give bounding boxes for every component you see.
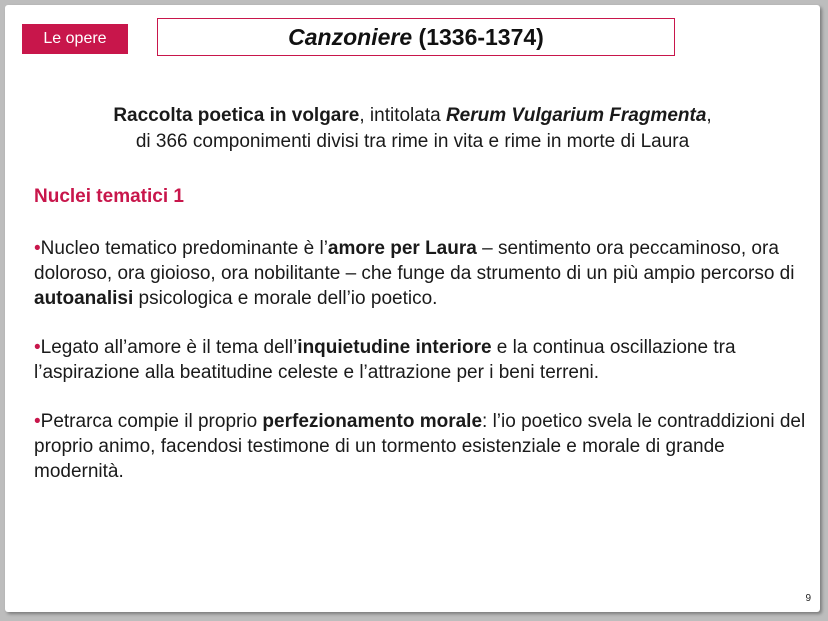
intro-comma: , [706, 105, 712, 126]
intro-line-1 [25, 103, 800, 129]
intro-text [25, 103, 800, 155]
bullet-text: Petrarca compie il proprio [40, 411, 263, 432]
page-number: 9 [805, 593, 811, 604]
section-tag: Le opere [22, 24, 128, 54]
title-dates: (1336-1374) [412, 24, 544, 50]
bullet-marker: • [34, 411, 41, 432]
intro-latin-title: Rerum Vulgarium Fragmenta [445, 105, 707, 126]
bullet-text: e la continua oscillazione tra l’aspirazione alla beatitudine celeste e l’attrazione per i beni terreni. [34, 337, 736, 383]
intro-line-2: di 366 componimenti divisi tra rime in vita e rime in morte di Laura [135, 131, 690, 152]
bullet-marker: • [34, 238, 41, 259]
bullet-item [34, 236, 806, 311]
bullet-list [34, 236, 806, 508]
bullet-marker: • [34, 337, 41, 358]
bullet-keyword: inquietudine interiore [297, 337, 492, 358]
intro-bold: Raccolta poetica in volgare [113, 105, 360, 126]
bullet-text: Legato all’amore è il tema dell’ [40, 337, 298, 358]
bullet-keyword: autoanalisi [34, 288, 134, 309]
section-heading: Nuclei tematici 1 [34, 186, 184, 207]
slide-title [157, 18, 675, 56]
bullet-text: – sentimento ora peccaminoso, ora doloroso, ora gioioso, ora nobilitante – che funge da strumento di un più ampio percorso di [34, 238, 795, 284]
bullet-text: Nucleo tematico predominante è l’ [40, 238, 328, 259]
bullet-keyword: amore per Laura [327, 238, 477, 259]
slide [5, 5, 820, 612]
title-work-name: Canzoniere [288, 24, 413, 50]
bullet-item [34, 409, 806, 484]
bullet-item [34, 335, 806, 385]
bullet-text: psicologica e morale dell’io poetico. [133, 288, 438, 309]
bullet-text: : l’io poetico svela le contraddizioni del proprio animo, facendosi testimone di un tormento esistenziale e morale di grande modernità. [34, 411, 806, 482]
bullet-keyword: perfezionamento morale [262, 411, 483, 432]
intro-mid: , intitolata [359, 105, 446, 126]
